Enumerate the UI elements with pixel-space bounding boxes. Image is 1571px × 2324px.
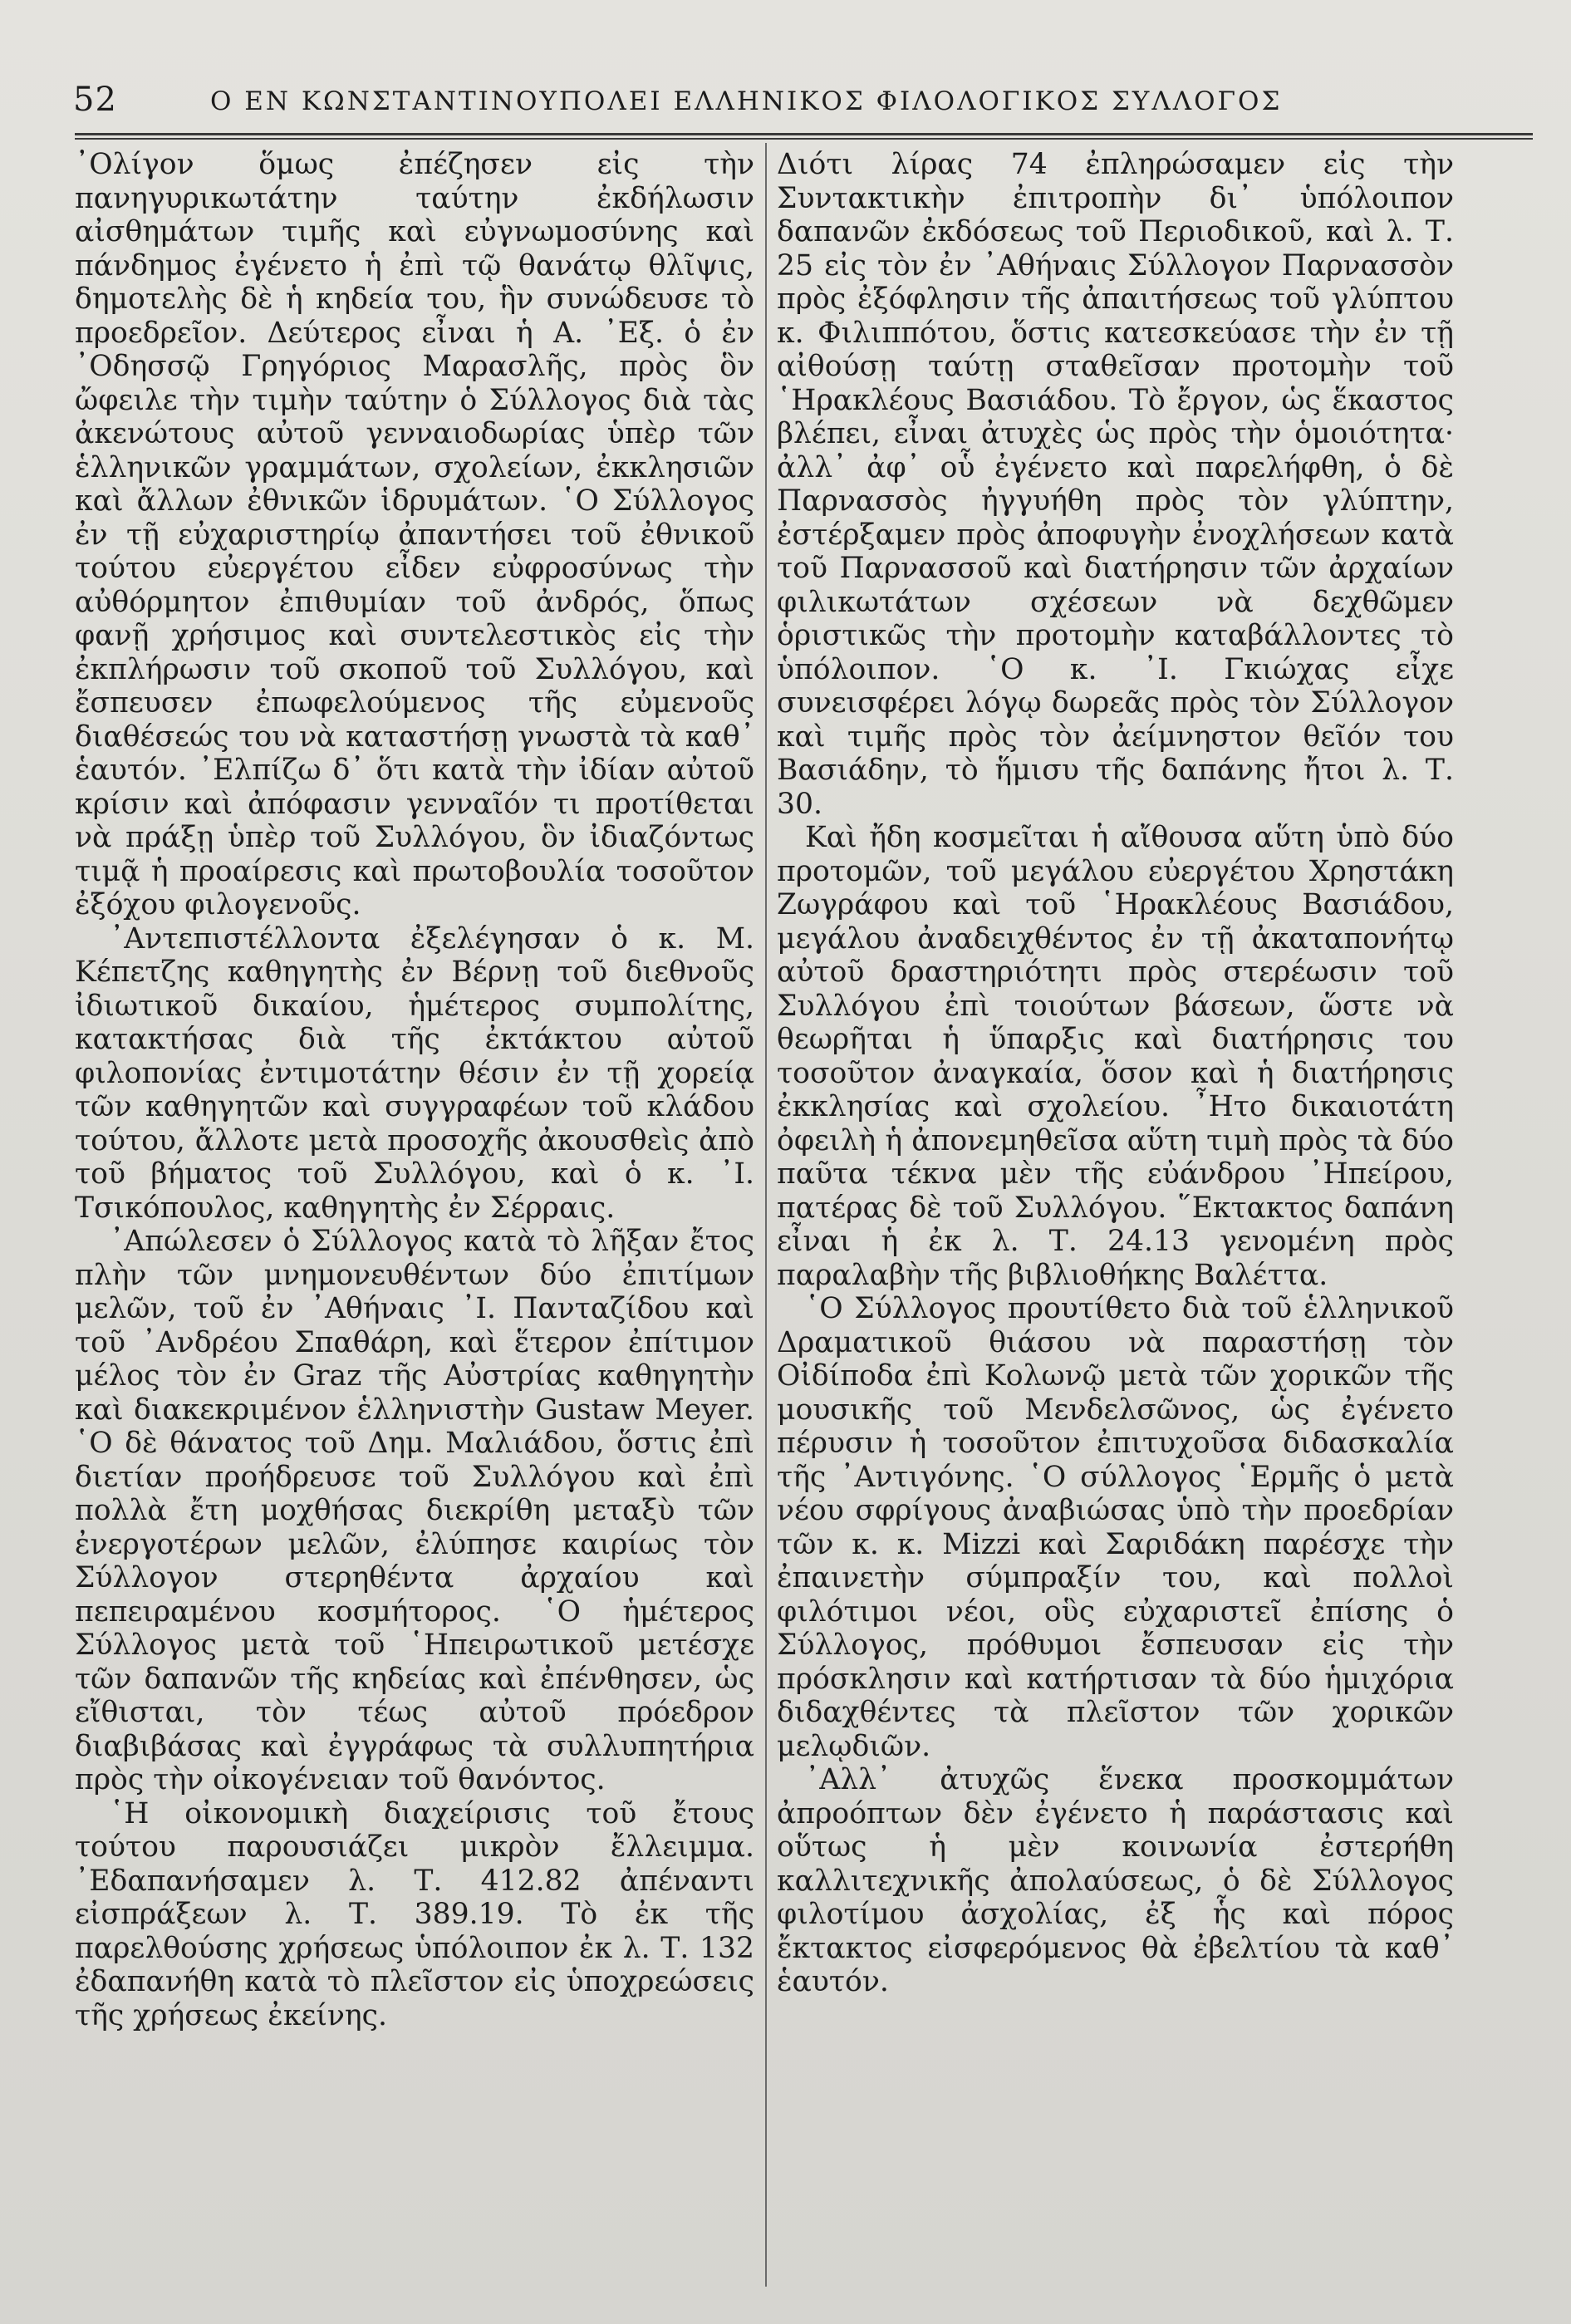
paragraph: Διότι λίρας 74 ἐπληρώσαμεν εἰς τὴν Συντακτικὴν ἐπιτροπὴν δι᾿ ὑπόλοιπον δαπανῶν ἐκδόσεως τοῦ Περιοδικοῦ, καὶ λ. Τ. 25 εἰς τὸν ἐν ᾿Αθήναις Σύλλογον Παρνασσὸν πρὸς ἐξόφλησιν τῆς ἀπαιτήσεως τοῦ γλύπτου κ. Φιλιππότου, ὅστις κατεσκεύασε τὴν ἐν τῇ αἰθούσῃ ταύτῃ σταθεῖσαν προτομὴν τοῦ ῾Ηρακλέους Βασιάδου. Τὸ ἔργον, ὡς ἕκαστος βλέπει, εἶναι ἀτυχὲς ὡς πρὸς τὴν ὁμοιότητα· ἀλλ᾿ ἀφ᾿ οὗ ἐγένετο καὶ παρελήφθη, ὁ δὲ Παρνασσὸς ἠγγυήθη πρὸς τὸν γλύπτην, ἐστέρξαμεν πρὸς ἀποφυγὴν ἐνοχλήσεων κατὰ τοῦ Παρνασσοῦ καὶ διατήρησιν τῶν ἀρχαίων φιλικωτάτων σχέσεων νὰ δεχθῶμεν ὁριστικῶς τὴν προτομὴν καταβάλλοντες τὸ ὑπόλοιπον. ῾Ο κ. ᾿Ι. Γκιώχας εἶχε συνεισφέρει λόγῳ δωρεᾶς πρὸς τὸν Σύλλογον καὶ τιμῆς πρὸς τὸν ἀείμνηστον θεῖόν του Βασιάδην, τὸ ἥμισυ τῆς δαπάνης ἤτοι λ. Τ. 30.: [777, 148, 1454, 821]
left-column: [75, 148, 754, 2032]
paragraph: ᾿Αλλ᾿ ἀτυχῶς ἕνεκα προσκομμάτων ἀπροόπτων δὲν ἐγένετο ἡ παράστασις καὶ οὕτως ἡ μὲν κοινωνία ἐστερήθη καλλιτεχνικῆς ἀπολαύσεως, ὁ δὲ Σύλλογος φιλοτίμου ἀσχολίας, ἐξ ἧς καὶ πόρος ἔκτακτος εἰσφερόμενος θὰ ἐβελτίου τὰ καθ᾿ ἑαυτόν.: [777, 1763, 1454, 1998]
paragraph: ᾿Απώλεσεν ὁ Σύλλογος κατὰ τὸ λῆξαν ἔτος πλὴν τῶν μνημονευθέντων δύο ἐπιτίμων μελῶν, τοῦ ἐν ᾿Αθήναις ᾿Ι. Πανταζίδου καὶ τοῦ ᾿Ανδρέου Σπαθάρη, καὶ ἕτερον ἐπίτιμον μέλος τὸν ἐν Graz τῆς Αὐστρίας καθηγητὴν καὶ διακεκριμένον ἑλληνιστὴν Gustaw Meyer. ῾Ο δὲ θάνατος τοῦ Δημ. Μαλιάδου, ὅστις ἐπὶ διετίαν προήδρευσε τοῦ Συλλόγου καὶ ἐπὶ πολλὰ ἔτη μοχθήσας διεκρίθη μεταξὺ τῶν ἐνεργοτέρων μελῶν, ἐλύπησε καιρίως τὸν Σύλλογον στερηθέντα ἀρχαίου καὶ πεπειραμένου κοσμήτορος. ῾Ο ἡμέτερος Σύλλογος μετὰ τοῦ ῾Ηπειρωτικοῦ μετέσχε τῶν δαπανῶν τῆς κηδείας καὶ ἐπένθησεν, ὡς εἴθισται, τὸν τέως αὐτοῦ πρόεδρον διαβιβάσας καὶ ἐγγράφως τὰ συλλυπητήρια πρὸς τὴν οἰκογένειαν τοῦ θανόντος.: [75, 1225, 754, 1796]
right-column: [777, 148, 1454, 1999]
column-divider: [765, 143, 767, 2287]
header-rule-bottom: [75, 138, 1533, 140]
paragraph: ῾Ο Σύλλογος προυτίθετο διὰ τοῦ ἑλληνικοῦ Δραματικοῦ θιάσου νὰ παραστήσῃ τὸν Οἰδίποδα ἐπὶ Κολωνῷ μετὰ τῶν χορικῶν τῆς μουσικῆς τοῦ Μενδελσῶνος, ὡς ἐγένετο πέρυσιν ἡ τοσοῦτον ἐπιτυχοῦσα διδασκαλία τῆς ᾿Αντιγόνης. ῾Ο σύλλογος ῾Ερμῆς ὁ μετὰ νέου σφρίγους ἀναβιώσας ὑπὸ τὴν προεδρίαν τῶν κ. κ. Mizzi καὶ Σαριδάκη παρέσχε τὴν ἐπαινετὴν σύμπραξίν του, καὶ πολλοὶ φιλότιμοι νέοι, οὓς εὐχαριστεῖ ἐπίσης ὁ Σύλλογος, πρόθυμοι ἔσπευσαν εἰς τὴν πρόσκλησιν καὶ κατήρτισαν τὰ δύο ἡμιχόρια διδαχθέντες τὰ πλεῖστον τῶν χορικῶν μελῳδιῶν.: [777, 1292, 1454, 1763]
paragraph: ᾿Αντεπιστέλλοντα ἐξελέγησαν ὁ κ. Μ. Κέπετζης καθηγητὴς ἐν Βέρνῃ τοῦ διεθνοῦς ἰδιωτικοῦ δικαίου, ἡμέτερος συμπολίτης, κατακτήσας διὰ τῆς ἐκτάκτου αὐτοῦ φιλοπονίας ἐντιμοτάτην θέσιν ἐν τῇ χορείᾳ τῶν καθηγητῶν καὶ συγγραφέων τοῦ κλάδου τούτου, ἄλλοτε μετὰ προσοχῆς ἀκουσθεὶς ἀπὸ τοῦ βήματος τοῦ Συλλόγου, καὶ ὁ κ. ᾿Ι. Τσικόπουλος, καθηγητὴς ἐν Σέρραις.: [75, 921, 754, 1225]
header-rule-top: [75, 133, 1533, 135]
paragraph: Καὶ ἤδη κοσμεῖται ἡ αἴθουσα αὕτη ὑπὸ δύο προτομῶν, τοῦ μεγάλου εὐεργέτου Χρηστάκη Ζωγράφου καὶ τοῦ ῾Ηρακλέους Βασιάδου, μεγάλου ἀναδειχθέντος ἐν τῇ ἀκαταπονήτῳ αὐτοῦ δραστηριότητι πρὸς στερέωσιν τοῦ Συλλόγου ἐπὶ τοιούτων βάσεων, ὥστε νὰ θεωρῆται ἡ ὕπαρξις καὶ διατήρησις του τοσοῦτον ἀναγκαία, ὅσον καὶ ἡ διατήρησις ἐκκλησίας καὶ σχολείου. ῏Ητο δικαιοτάτη ὀφειλὴ ἡ ἀπονεμηθεῖσα αὕτη τιμὴ πρὸς τὰ δύο παῦτα τέκνα μὲν τῆς εὐάνδρου ᾿Ηπείρου, πατέρας δὲ τοῦ Συλλόγου. ῞Εκτακτος δαπάνη εἶναι ἡ ἐκ λ. Τ. 24.13 γενομένη πρὸς παραλαβὴν τῆς βιβλιοθήκης Βαλέττα.: [777, 821, 1454, 1292]
paragraph: ᾿Ολίγον ὅμως ἐπέζησεν εἰς τὴν πανηγυρικωτάτην ταύτην ἐκδήλωσιν αἰσθημάτων τιμῆς καὶ εὐγνωμοσύνης καὶ πάνδημος ἐγένετο ἡ ἐπὶ τῷ θανάτῳ θλῖψις, δημοτελὴς δὲ ἡ κηδεία του, ἣν συνώδευσε τὸ προεδρεῖον. Δεύτερος εἶναι ἡ Α. ᾿Εξ. ὁ ἐν ᾿Οδησσῷ Γρηγόριος Μαρασλῆς, πρὸς ὃν ὤφειλε τὴν τιμὴν ταύτην ὁ Σύλλογος διὰ τὰς ἀκενώτους αὐτοῦ γενναιοδωρίας ὑπὲρ τῶν ἑλληνικῶν γραμμάτων, σχολείων, ἐκκλησιῶν καὶ ἄλλων ἐθνικῶν ἱδρυμάτων. ῾Ο Σύλλογος ἐν τῇ εὐχαριστηρίῳ ἀπαντήσει τοῦ ἐθνικοῦ τούτου εὐεργέτου εἶδεν εὐφροσύνως τὴν αὐθόρμητον ἐπιθυμίαν τοῦ ἀνδρός, ὅπως φανῇ χρήσιμος καὶ συντελεστικὸς εἰς τὴν ἐκπλήρωσιν τοῦ σκοποῦ τοῦ Συλλόγου, καὶ ἔσπευσεν ἐπωφελούμενος τῆς εὐμενοῦς διαθέσεώς του νὰ καταστήσῃ γνωστὰ τὰ καθ᾿ ἑαυτόν. ᾿Ελπίζω δ᾿ ὅτι κατὰ τὴν ἰδίαν αὐτοῦ κρίσιν καὶ ἀπόφασιν γενναῖόν τι προτίθεται νὰ πράξῃ ὑπὲρ τοῦ Συλλόγου, ὃν ἰδιαζόντως τιμᾷ ἡ προαίρεσις καὶ πρωτοβουλία τοσοῦτον ἐξόχου φιλογενοῦς.: [75, 148, 754, 921]
page-number: 52: [73, 81, 117, 119]
running-title: Ο ΕΝ ΚΩΝΣΤΑΝΤΙΝΟΥΠΟΛΕΙ ΕΛΛΗΝΙΚΟΣ ΦΙΛΟΛΟΓΙΚΟΣ ΣΥΛΛΟΓΟΣ: [210, 86, 1283, 116]
paragraph: ῾Η οἰκονομικὴ διαχείρισις τοῦ ἔτους τούτου παρουσιάζει μικρὸν ἔλλειμμα. ᾿Εδαπανήσαμεν λ. Τ. 412.82 ἀπέναντι εἰσπράξεων λ. Τ. 389.19. Τὸ ἐκ τῆς παρελθούσης χρήσεως ὑπόλοιπον ἐκ λ. Τ. 132 ἐδαπανήθη κατὰ τὸ πλεῖστον εἰς ὑποχρεώσεις τῆς χρήσεως ἐκείνης.: [75, 1796, 754, 2032]
page-header: [73, 76, 1535, 126]
